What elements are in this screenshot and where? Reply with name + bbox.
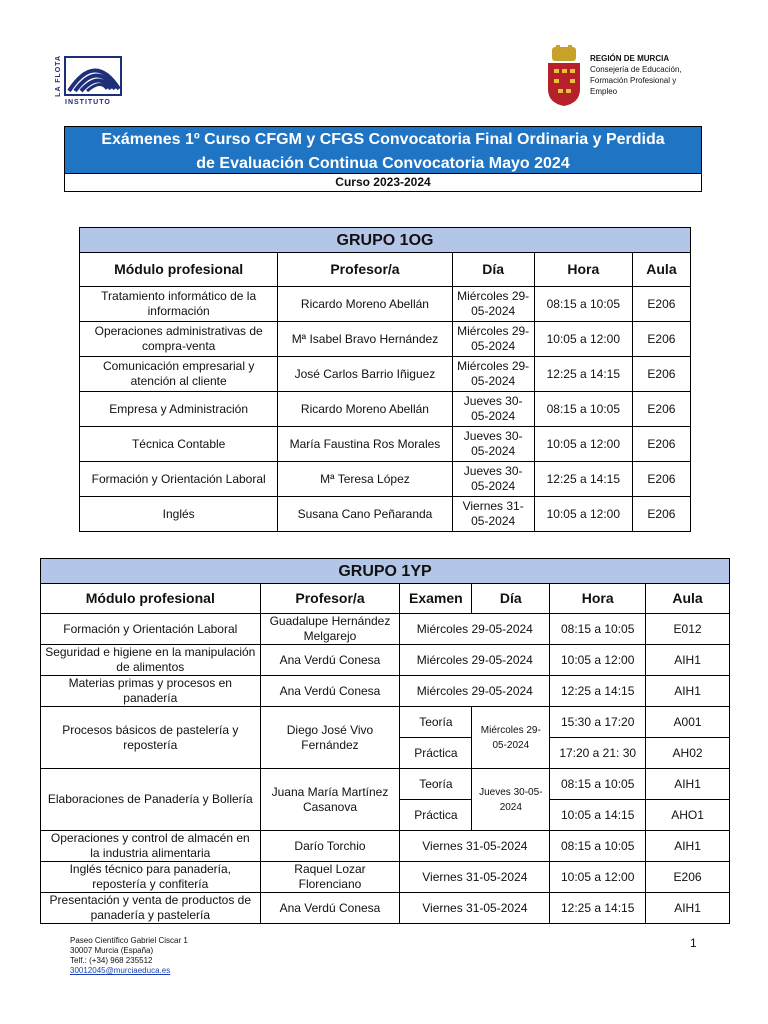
cell-dia: Miércoles 29-05-2024 (452, 357, 534, 392)
cell-hora: 15:30 a 17:20 (550, 707, 646, 738)
footer-city: 30007 Murcia (España) (70, 946, 154, 955)
table-row (41, 676, 730, 707)
col-header-aula: Aula (646, 584, 730, 614)
cell-aula: E206 (632, 392, 690, 427)
table-row (80, 287, 691, 322)
table-row (41, 707, 730, 738)
title-line-2: de Evaluación Continua Convocatoria Mayo 2024 (196, 155, 570, 172)
cell-aula: E206 (632, 462, 690, 497)
table-row (80, 322, 691, 357)
cell-dia: Miércoles 29-05-2024 (400, 676, 550, 707)
cell-modulo: Presentación y venta de productos de panadería y pastelería (41, 893, 261, 924)
cell-hora: 08:15 a 10:05 (534, 392, 632, 427)
footer-address (70, 936, 188, 976)
col-header-dia: Día (472, 584, 550, 614)
cell-hora: 08:15 a 10:05 (550, 614, 646, 645)
cell-aula: AH02 (646, 738, 730, 769)
footer-street: Paseo Científico Gabriel Ciscar 1 (70, 936, 188, 945)
academic-year: Curso 2023-2024 (64, 174, 702, 192)
cell-modulo: Formación y Orientación Laboral (41, 614, 261, 645)
consejeria-line-1: Consejería de Educación, (590, 65, 682, 74)
region-name: REGIÓN DE MURCIA (590, 54, 670, 63)
cell-hora: 12:25 a 14:15 (534, 357, 632, 392)
cell-aula: E206 (632, 497, 690, 532)
cell-profesor: María Faustina Ros Morales (278, 427, 452, 462)
group-1og-table (79, 227, 691, 532)
table-row (80, 357, 691, 392)
cell-modulo: Procesos básicos de pastelería y repostería (41, 707, 261, 769)
cell-examen-practica: Práctica (400, 738, 472, 769)
table-row (41, 614, 730, 645)
cell-dia: Jueves 30-05-2024 (452, 462, 534, 497)
cell-profesor: Ana Verdú Conesa (260, 676, 400, 707)
cell-hora: 08:15 a 10:05 (534, 287, 632, 322)
cell-aula: E206 (632, 287, 690, 322)
cell-hora: 12:25 a 14:15 (550, 676, 646, 707)
col-header-modulo: Módulo profesional (41, 584, 261, 614)
table-row (41, 862, 730, 893)
cell-aula: AIH1 (646, 645, 730, 676)
cell-dia: Miércoles 29-05-2024 (452, 322, 534, 357)
cell-modulo: Comunicación empresarial y atención al cliente (80, 357, 278, 392)
cell-hora: 12:25 a 14:15 (534, 462, 632, 497)
logo-text-la-flota: LA FLOTA (55, 55, 62, 97)
col-header-aula: Aula (632, 253, 690, 287)
logo-text-instituto: INSTITUTO (65, 99, 111, 106)
cell-dia: Jueves 30-05-2024 (472, 769, 550, 831)
col-header-modulo: Módulo profesional (80, 253, 278, 287)
group-1yp-table (40, 558, 730, 924)
cell-aula: AIH1 (646, 831, 730, 862)
table-row (80, 392, 691, 427)
cell-hora: 10:05 a 12:00 (550, 862, 646, 893)
cell-examen-practica: Práctica (400, 800, 472, 831)
cell-modulo: Técnica Contable (80, 427, 278, 462)
cell-profesor: Juana María Martínez Casanova (260, 769, 400, 831)
footer-email-link[interactable]: 30012045@murciaeduca.es (70, 966, 171, 975)
cell-dia: Viernes 31-05-2024 (400, 893, 550, 924)
cell-profesor: José Carlos Barrio Iñiguez (278, 357, 452, 392)
footer-phone: Telf.: (+34) 968 235512 (70, 956, 153, 965)
cell-profesor: Ricardo Moreno Abellán (278, 287, 452, 322)
cell-dia: Viernes 31-05-2024 (400, 862, 550, 893)
cell-examen-teoria: Teoría (400, 769, 472, 800)
cell-profesor: Guadalupe Hernández Melgarejo (260, 614, 400, 645)
cell-hora: 10:05 a 14:15 (550, 800, 646, 831)
cell-profesor: Diego José Vivo Fernández (260, 707, 400, 769)
table-row (41, 893, 730, 924)
cell-profesor: Mª Teresa López (278, 462, 452, 497)
cell-aula: E012 (646, 614, 730, 645)
cell-hora: 17:20 a 21: 30 (550, 738, 646, 769)
table-row (41, 645, 730, 676)
cell-profesor: Ricardo Moreno Abellán (278, 392, 452, 427)
cell-profesor: Ana Verdú Conesa (260, 645, 400, 676)
cell-hora: 10:05 a 12:00 (534, 322, 632, 357)
col-header-profesor: Profesor/a (278, 253, 452, 287)
cell-dia: Jueves 30-05-2024 (452, 427, 534, 462)
cell-modulo: Materias primas y procesos en panadería (41, 676, 261, 707)
col-header-hora: Hora (550, 584, 646, 614)
cell-dia: Miércoles 29-05-2024 (400, 645, 550, 676)
title-line-1: Exámenes 1º Curso CFGM y CFGS Convocatoria Final Ordinaria y Perdida (101, 131, 665, 148)
cell-dia: Miércoles 29-05-2024 (400, 614, 550, 645)
consejeria-line-3: Empleo (590, 87, 618, 96)
cell-dia: Miércoles 29-05-2024 (472, 707, 550, 769)
cell-modulo: Seguridad e higiene en la manipulación de alimentos (41, 645, 261, 676)
table-row (41, 769, 730, 800)
cell-examen-teoria: Teoría (400, 707, 472, 738)
cell-aula: AIH1 (646, 676, 730, 707)
cell-hora: 10:05 a 12:00 (534, 427, 632, 462)
cell-dia: Viernes 31-05-2024 (452, 497, 534, 532)
col-header-hora: Hora (534, 253, 632, 287)
page-number: 1 (690, 936, 697, 950)
cell-modulo: Elaboraciones de Panadería y Bollería (41, 769, 261, 831)
consejeria-line-2: Formación Profesional y (590, 76, 677, 85)
cell-hora: 08:15 a 10:05 (550, 831, 646, 862)
cell-dia: Viernes 31-05-2024 (400, 831, 550, 862)
cell-profesor: Darío Torchio (260, 831, 400, 862)
cell-hora: 12:25 a 14:15 (550, 893, 646, 924)
cell-aula: AHO1 (646, 800, 730, 831)
cell-modulo: Empresa y Administración (80, 392, 278, 427)
cell-profesor: Raquel Lozar Florenciano (260, 862, 400, 893)
cell-aula: AIH1 (646, 893, 730, 924)
cell-modulo: Inglés técnico para panadería, repostería y confitería (41, 862, 261, 893)
group-1yp-title: GRUPO 1YP (41, 559, 730, 584)
group-1og-title: GRUPO 1OG (80, 228, 691, 253)
cell-aula: E206 (632, 322, 690, 357)
cell-aula: AIH1 (646, 769, 730, 800)
table-row (41, 831, 730, 862)
cell-modulo: Operaciones administrativas de compra-venta (80, 322, 278, 357)
cell-hora: 10:05 a 12:00 (534, 497, 632, 532)
table-row (80, 497, 691, 532)
cell-profesor: Ana Verdú Conesa (260, 893, 400, 924)
cell-aula: E206 (632, 427, 690, 462)
instituto-logo (55, 55, 125, 107)
cell-profesor: Mª Isabel Bravo Hernández (278, 322, 452, 357)
cell-aula: E206 (632, 357, 690, 392)
table-row (80, 462, 691, 497)
document-title (64, 126, 702, 174)
cell-dia: Miércoles 29-05-2024 (452, 287, 534, 322)
cell-modulo: Operaciones y control de almacén en la industria alimentaria (41, 831, 261, 862)
cell-modulo: Formación y Orientación Laboral (80, 462, 278, 497)
cell-dia: Jueves 30-05-2024 (452, 392, 534, 427)
col-header-dia: Día (452, 253, 534, 287)
cell-modulo: Tratamiento informático de la información (80, 287, 278, 322)
col-header-profesor: Profesor/a (260, 584, 400, 614)
cell-aula: A001 (646, 707, 730, 738)
cell-hora: 10:05 a 12:00 (550, 645, 646, 676)
crest-icon (546, 45, 582, 107)
col-header-examen: Examen (400, 584, 472, 614)
region-murcia-logo (546, 45, 716, 109)
cell-modulo: Inglés (80, 497, 278, 532)
cell-hora: 08:15 a 10:05 (550, 769, 646, 800)
cell-profesor: Susana Cano Peñaranda (278, 497, 452, 532)
cell-aula: E206 (646, 862, 730, 893)
table-row (80, 427, 691, 462)
